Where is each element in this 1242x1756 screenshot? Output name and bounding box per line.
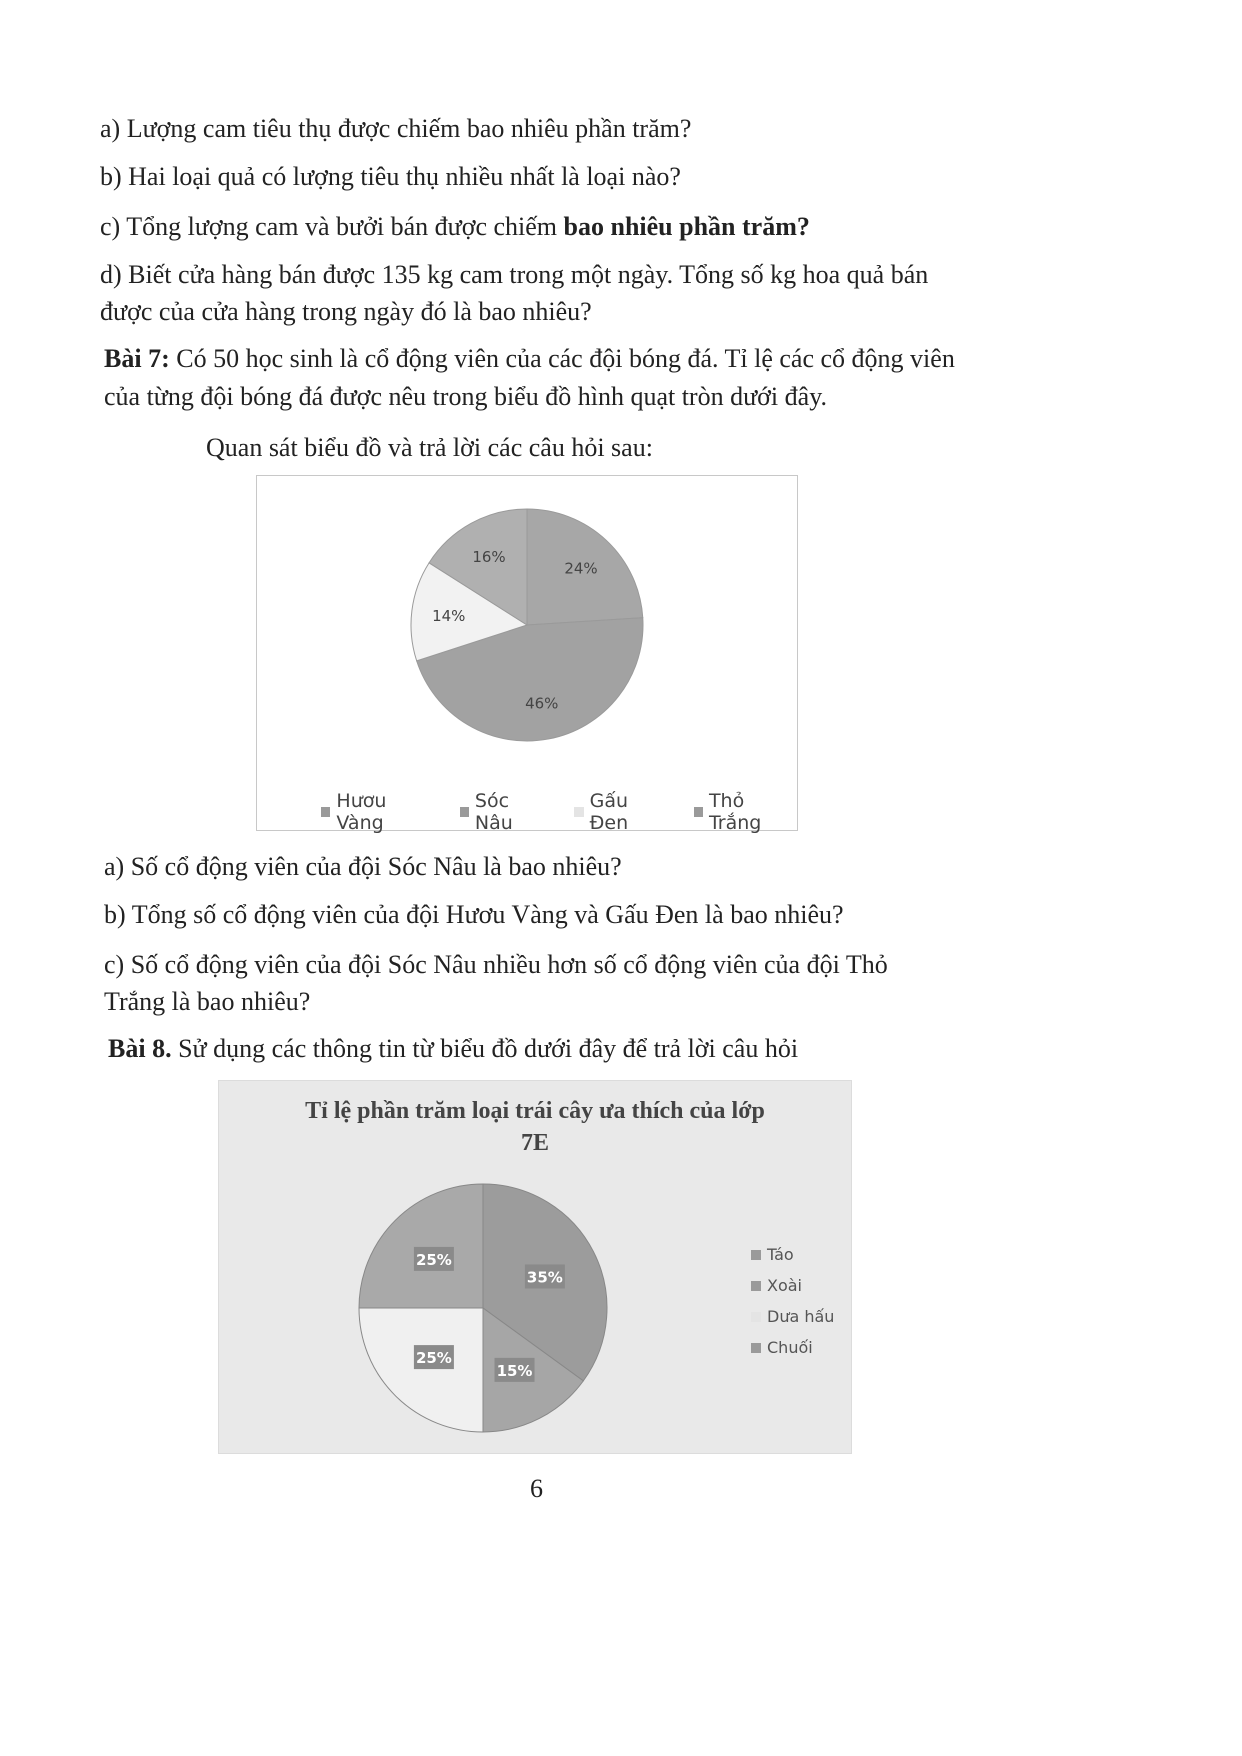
chart-1-legend-label-huou-vang: Hươu Vàng xyxy=(336,790,387,834)
chart-2-legend-item-dua-hau xyxy=(751,1307,834,1326)
chart-1-label-tho-trang: 16% xyxy=(472,547,506,566)
chart-2-legend-item-chuoi xyxy=(751,1338,834,1357)
chart-1-legend-swatch-huou-vang xyxy=(321,807,330,817)
bai7-line1 xyxy=(104,342,955,376)
chart-1-legend-item-huou-vang xyxy=(321,790,434,834)
chart-2-slice-chuoi xyxy=(359,1184,483,1308)
question-c-bold: bao nhiêu phần trăm? xyxy=(563,212,810,241)
bai8-label: Bài 8. xyxy=(108,1034,172,1063)
chart-2-slice-dua-hau xyxy=(359,1308,483,1432)
chart-1-frame xyxy=(256,475,798,834)
bai7-question-c1: c) Số cổ động viên của đội Sóc Nâu nhiều hơn số cổ động viên của đội Thỏ xyxy=(104,950,888,979)
chart-2-legend-item-tao xyxy=(751,1245,834,1264)
chart-1-legend-label-soc-nau: Sóc Nâu xyxy=(474,790,513,834)
bai8-line xyxy=(108,1032,798,1066)
chart-2-legend-label-dua-hau: Dưa hấu xyxy=(767,1307,835,1326)
chart-1-pie xyxy=(257,476,797,830)
chart-2-label-tao: 35% xyxy=(526,1268,563,1287)
chart-2-legend-swatch-dua-hau xyxy=(751,1312,761,1322)
bai7-question-c2: Trắng là bao nhiêu? xyxy=(104,987,311,1016)
chart-2-frame xyxy=(218,1080,852,1454)
chart-2-legend-item-xoai xyxy=(751,1276,834,1295)
bai7-label: Bài 7: xyxy=(104,344,170,373)
chart-1-legend-swatch-soc-nau xyxy=(460,807,469,817)
bai7-question-b: b) Tổng số cổ động viên của đội Hươu Vàng và Gấu Đen là bao nhiêu? xyxy=(104,900,844,929)
question-d-line2: được của cửa hàng trong ngày đó là bao nhiêu? xyxy=(100,297,592,326)
chart-1-label-gau-den: 14% xyxy=(432,607,466,626)
chart-1-legend-label-tho-trang: Thỏ Trắng xyxy=(708,790,762,834)
chart-2-label-dua-hau: 25% xyxy=(415,1349,452,1368)
chart-1-legend-item-gau-den xyxy=(574,790,667,834)
chart-1-legend-swatch-tho-trang xyxy=(694,807,703,817)
bai7-line2: của từng đội bóng đá được nêu trong biểu đồ hình quạt tròn dưới đây. xyxy=(104,382,828,411)
chart-1-label-soc-nau: 46% xyxy=(525,694,559,713)
chart-2-label-chuoi: 25% xyxy=(415,1250,452,1269)
chart-2-title-line2: 7E xyxy=(520,1130,549,1156)
question-a-top: a) Lượng cam tiêu thụ được chiếm bao nhiêu phần trăm? xyxy=(100,114,692,143)
chart-1-legend-item-soc-nau xyxy=(460,790,549,834)
chart-2-legend-swatch-tao xyxy=(751,1250,761,1260)
bai7-text: Có 50 học sinh là cổ động viên của các đội bóng đá. Tỉ lệ các cổ động viên xyxy=(169,344,955,373)
bai7-question-a: a) Số cổ động viên của đội Sóc Nâu là bao nhiêu? xyxy=(104,852,622,881)
chart-1-legend-label-gau-den: Gấu Đen xyxy=(589,790,629,834)
chart-2-title-line1: Tỉ lệ phần trăm loại trái cây ưa thích của lớp xyxy=(305,1098,765,1124)
chart-2-legend-label-xoai: Xoài xyxy=(767,1276,802,1295)
chart-1-legend-item-tho-trang xyxy=(694,790,797,834)
question-d-line1: d) Biết cửa hàng bán được 135 kg cam trong một ngày. Tổng số kg hoa quả bán xyxy=(100,260,929,289)
chart-2-legend-swatch-chuoi xyxy=(751,1343,761,1353)
chart-1-legend-swatch-gau-den xyxy=(574,807,583,817)
bai7-instruction: Quan sát biểu đồ và trả lời các câu hỏi sau: xyxy=(206,433,653,462)
chart-1-label-huou-vang: 24% xyxy=(564,559,598,578)
chart-1-legend xyxy=(321,790,797,834)
chart-2-legend-label-tao: Táo xyxy=(767,1245,794,1264)
question-b-top: b) Hai loại quả có lượng tiêu thụ nhiều nhất là loại nào? xyxy=(100,162,681,191)
bai8-text: Sử dụng các thông tin từ biểu đồ dưới đây để trả lời câu hỏi xyxy=(171,1034,799,1063)
question-c-text: c) Tổng lượng cam và bưởi bán được chiếm xyxy=(100,212,564,241)
chart-2-legend xyxy=(751,1245,834,1369)
page-number: 6 xyxy=(530,1474,543,1503)
question-c-top xyxy=(100,210,810,244)
chart-2-legend-label-chuoi: Chuối xyxy=(767,1338,813,1357)
chart-2-label-xoai: 15% xyxy=(496,1361,533,1380)
chart-2-legend-swatch-xoai xyxy=(751,1281,761,1291)
